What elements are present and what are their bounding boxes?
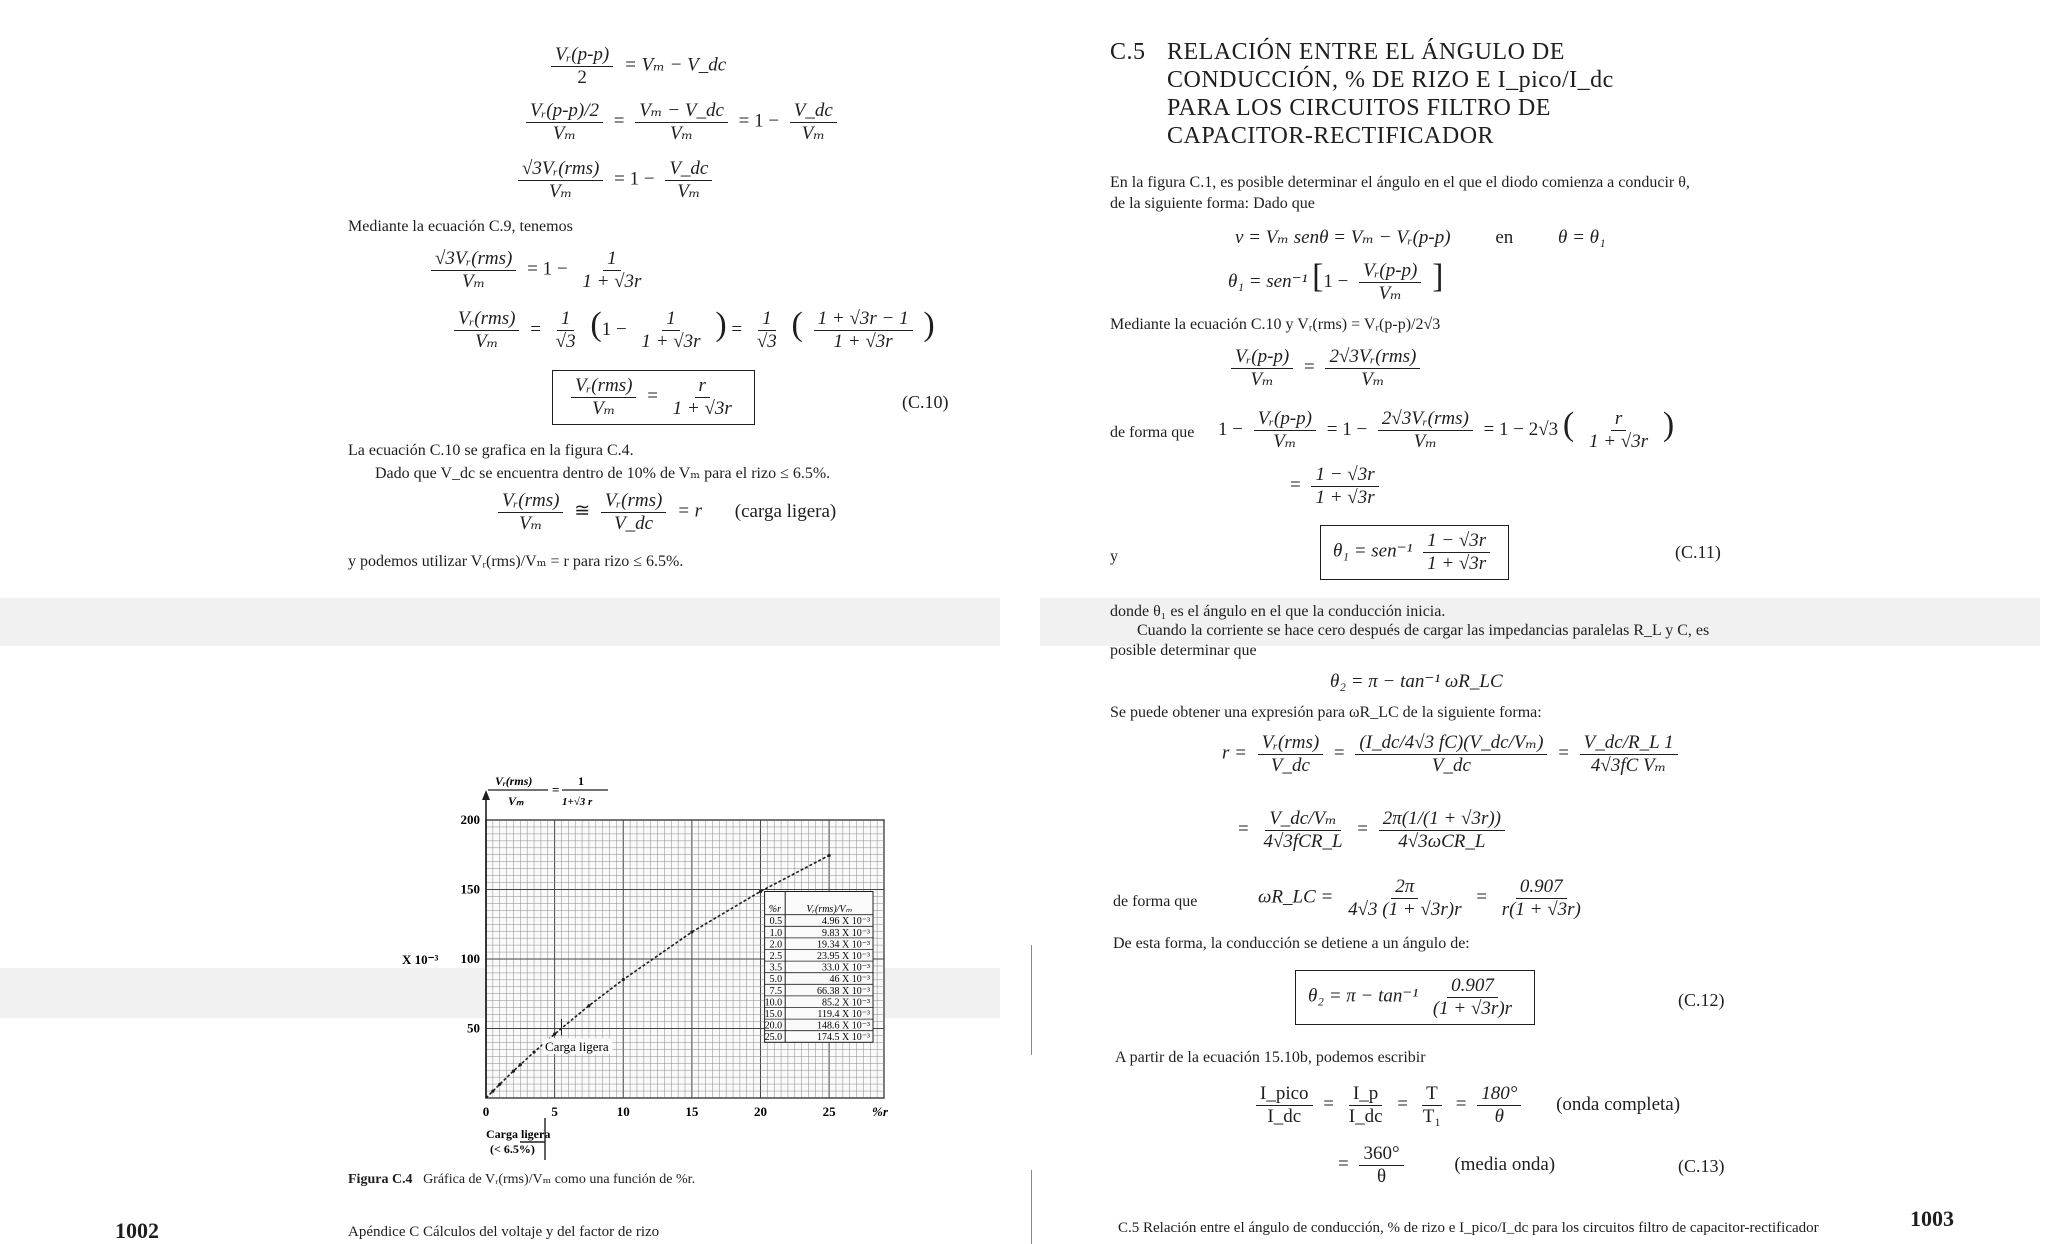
r-eq10-rden: r(1 + √3r)	[1501, 898, 1581, 920]
x-tick-label: 15	[685, 1104, 699, 1119]
table-cell-v: 46 X 10⁻³	[829, 974, 871, 986]
r-eq13-note: (media onda)	[1454, 1153, 1556, 1175]
table-cell-r: 0.5	[769, 916, 783, 928]
figure-caption	[348, 1171, 695, 1188]
eq6-r-num: r	[695, 375, 710, 398]
table-cell-r: 15.0	[764, 1009, 783, 1020]
r-eq12-m1den: I_dc	[1348, 1105, 1383, 1127]
data-point	[690, 930, 693, 933]
svg-text:1+√3 r: 1+√3 r	[562, 796, 593, 808]
annotation-label: Carga ligera	[545, 1039, 609, 1055]
svg-text:1: 1	[578, 774, 584, 788]
section-title	[1167, 38, 1614, 150]
table-header-v: Vᵣ(rms)/Vₘ	[806, 904, 852, 916]
right-eq6-boxed	[1320, 525, 1509, 580]
gutter-line	[1031, 945, 1032, 1055]
table-cell-r: 7.5	[769, 985, 783, 997]
section-title-line4: CAPACITOR-RECTIFICADOR	[1167, 123, 1495, 149]
right-text-deesta: De esta forma, la conducción se detiene a un ángulo de:	[1113, 935, 1470, 952]
eq7-num2: Vᵣ(rms)	[601, 490, 666, 513]
r-eq8-num: Vᵣ(rms)	[1258, 732, 1323, 755]
right-eq4: 1 − $\frac{\text{Vᵣ(p-p)}}{\text{Vₘ}}$ = 1 − $\frac{\text{2√3Vᵣ(rms)}}{\text{Vₘ}}$ = 1 − 2√3 ( $\frac{r}{1 + √3r}$ )	[1218, 406, 1675, 453]
left-eq3: $\frac{\text{√3Vᵣ(rms)}}{\text{Vₘ}}$ = 1 − $\frac{V\_dc}{\text{Vₘ}}$	[512, 158, 718, 203]
r-eq8-rnum: V_dc/R_L 1	[1580, 732, 1678, 755]
r-eq11-num: 0.907	[1447, 975, 1498, 998]
table-cell-v: 23.95 X 10⁻³	[817, 951, 871, 962]
left-eq5: $\frac{\text{Vᵣ(rms)}}{\text{Vₘ}}$ = $\frac{1}{√3}$ (1 − $\frac{1}{1 + √3r}$ ) = $\frac{1}{√3}$ ( $\frac{1 + √3r - 1}{1 + √3r}$ )	[448, 306, 935, 353]
left-eq7: $\frac{\text{Vᵣ(rms)}}{\text{Vₘ}}$ ≅ $\frac{\text{Vᵣ(rms)}}{V\_dc}$ = r (carga ligera)	[492, 490, 836, 535]
x-tick-label: 20	[753, 1104, 767, 1119]
right-eq9: = $\frac{\text{V\_dc/Vₘ}}{\text{4√3fCR\_L}}$ = $\frac{2\pi(1/(1 + √3r))}{\text{4√3ωCR\_L}}$	[1238, 808, 1511, 853]
eq4-r-num: 1	[603, 248, 621, 271]
r-eq5-num: 1 − √3r	[1311, 464, 1378, 487]
y-tick-label: 200	[460, 812, 480, 827]
eq5-num: Vᵣ(rms)	[454, 308, 519, 331]
r-eq9-rden: 4√3ωCR_L	[1398, 830, 1486, 852]
x-tick-label: 5	[551, 1104, 558, 1119]
r-eq2-lhs: θ₁ = sen⁻¹	[1228, 271, 1308, 292]
r-eq13-den: θ	[1376, 1165, 1387, 1187]
table-cell-v: 33.0 X 10⁻³	[822, 962, 871, 974]
right-eq11-boxed	[1295, 970, 1535, 1025]
right-eq12: $\frac{\text{I\_pico}}{I\_dc}$ = $\frac{I\_p}{I\_dc}$ = $\frac{T}{\text{T₁}}$ = $\frac{180^\circ}{\theta}$ (onda completa)	[1250, 1083, 1680, 1128]
data-point	[828, 854, 831, 857]
table-cell-v: 9.83 X 10⁻³	[822, 927, 871, 939]
r-eq4-rden: 1 + √3r	[1588, 431, 1649, 453]
r-eq12-den: I_dc	[1267, 1105, 1302, 1127]
table-cell-v: 85.2 X 10⁻³	[822, 997, 871, 1009]
r-eq8-den: V_dc	[1270, 754, 1310, 776]
right-eq10: ωR_LC = $\frac{2\pi}{4√3 (1 + √3r)r}$ = $\frac{0.907}{r(1 + √3r)}$	[1258, 876, 1591, 921]
right-eq3: $\frac{\text{Vᵣ(p-p)}}{\text{Vₘ}}$ = $\frac{\text{2√3Vᵣ(rms)}}{\text{Vₘ}}$	[1225, 346, 1426, 391]
eq6-den: Vₘ	[592, 397, 616, 419]
r-eq2-den: Vₘ	[1378, 283, 1402, 305]
eq4-r-den: 1 + √3r	[582, 270, 642, 292]
below-axis-sub: (< 6.5%)	[490, 1142, 535, 1156]
table-cell-r: 10.0	[764, 997, 783, 1009]
right-eq1	[1235, 226, 1606, 249]
svg-text:=: =	[552, 782, 560, 797]
r-eq3-rnum: 2√3Vᵣ(rms)	[1325, 346, 1420, 369]
left-text4: y podemos utilizar Vᵣ(rms)/Vₘ = r para rizo ≤ 6.5%.	[348, 553, 684, 570]
section-title-line1: RELACIÓN ENTRE EL ÁNGULO DE	[1167, 39, 1565, 65]
r-eq9-num: V_dc/Vₘ	[1265, 808, 1341, 831]
data-point	[491, 1090, 494, 1093]
r-eq12-note: (onda completa)	[1556, 1093, 1681, 1115]
section-title-line2: CONDUCCIÓN, % DE RIZO E I_pico/I_dc	[1167, 67, 1614, 93]
r-eq8-mnum: (I_dc/4√3 fC)(V_dc/Vₘ)	[1355, 732, 1547, 755]
x-tick-label: 10	[616, 1104, 630, 1119]
eq3-num: √3Vᵣ(rms)	[518, 158, 603, 181]
figure-c4-chart	[390, 770, 910, 1160]
data-point	[532, 1051, 535, 1054]
left-page-number: 1002	[115, 1218, 159, 1243]
r-eq1-main: v = Vₘ senθ = Vₘ − Vᵣ(p-p)	[1235, 227, 1451, 248]
x-tick-label: 25	[822, 1104, 836, 1119]
y-axis-label: X 10⁻³	[402, 952, 439, 967]
eq5-d-den: 1 + √3r	[833, 331, 893, 353]
table-cell-r: 25.0	[764, 1032, 783, 1044]
eq4-den: Vₘ	[462, 270, 486, 292]
eq2-r-num: V_dc	[790, 100, 837, 123]
eq-label-c13: (C.13)	[1678, 1156, 1725, 1176]
table-cell-v: 119.4 X 10⁻³	[817, 1009, 871, 1020]
left-eq2: $\frac{\text{Vᵣ(p-p)/2}}{\text{Vₘ}}$ = $\frac{\text{Vₘ − V\_dc}}{\text{Vₘ}}$ = 1 − $\frac{V\_dc}{\text{Vₘ}}$	[520, 100, 843, 145]
r-eq12-m2num: T	[1422, 1083, 1442, 1106]
eq7-den: Vₘ	[519, 512, 543, 534]
r-eq9-rnum: 2π(1/(1 + √3r))	[1379, 808, 1505, 831]
eq5-a-num: 1	[557, 308, 575, 331]
right-running-head: C.5 Relación entre el ángulo de conducción, % de rizo e I_pico/I_dc para los circuitos filtro de capacitor-rectificador	[1118, 1220, 1819, 1236]
table-cell-r: 2.5	[769, 951, 783, 962]
r-eq4-den: Vₘ	[1273, 431, 1297, 453]
left-text2: La ecuación C.10 se grafica en la figura C.4.	[348, 442, 634, 459]
r-eq3-rden: Vₘ	[1361, 368, 1385, 390]
r-eq5-den: 1 + √3r	[1315, 486, 1375, 508]
table-cell-r: 20.0	[764, 1020, 783, 1032]
table-header-r: %r	[768, 904, 782, 916]
eq7-rhs: = r	[677, 500, 703, 522]
data-point	[553, 1032, 556, 1035]
r-eq12-m3num: 180°	[1477, 1083, 1521, 1106]
right-para1: En la figura C.1, es posible determinar el ángulo en el que el diodo comienza a conducir θ,	[1110, 174, 1690, 191]
data-point	[759, 890, 762, 893]
right-text-deforma: de forma que	[1110, 424, 1195, 441]
figure-caption-label: Figura C.4	[348, 1172, 413, 1187]
eq5-den: Vₘ	[475, 331, 499, 353]
r-eq6-den: 1 + √3r	[1427, 552, 1487, 574]
table-cell-r: 1.0	[769, 927, 783, 939]
right-eq5: = $\frac{1 - √3r}{1 + √3r}$	[1290, 464, 1385, 509]
eq2-num: Vᵣ(p-p)/2	[526, 100, 603, 123]
r-eq4-mden: Vₘ	[1413, 431, 1437, 453]
right-text-donde: donde θ₁ es el ángulo en el que la conducción inicia.	[1110, 603, 1446, 620]
right-eq13: = $\frac{360^\circ}{\theta}$ (media onda)	[1338, 1143, 1556, 1187]
r-eq10-rnum: 0.907	[1516, 876, 1567, 899]
eq6-num: Vᵣ(rms)	[571, 375, 636, 398]
r-eq12-num: I_pico	[1256, 1083, 1313, 1106]
table-cell-r: 2.0	[769, 939, 783, 951]
data-point	[519, 1063, 522, 1066]
eq5-a-den: √3	[555, 331, 576, 353]
y-tick-label: 100	[460, 951, 480, 966]
r-eq2-num: Vᵣ(p-p)	[1359, 260, 1421, 283]
left-eq4: $\frac{\text{√3Vᵣ(rms)}}{\text{Vₘ}}$ = 1 − $\frac{1}{1 + √3r}$	[425, 248, 651, 293]
eq7-note: (carga ligera)	[734, 500, 837, 522]
y-axis-arrow	[482, 790, 490, 800]
figure-caption-text: Gráfica de Vᵣ(rms)/Vₘ como una función de %r.	[423, 1172, 696, 1187]
r-eq12-m3den: θ	[1494, 1105, 1504, 1127]
r-eq6-lhs: θ₁ = sen⁻¹	[1333, 540, 1413, 562]
section-title-line3: PARA LOS CIRCUITOS FILTRO DE	[1167, 95, 1551, 121]
right-page-number: 1003	[1910, 1206, 1954, 1231]
table-cell-v: 174.5 X 10⁻³	[817, 1032, 871, 1044]
table-cell-v: 148.6 X 10⁻³	[817, 1020, 871, 1032]
data-point	[622, 978, 625, 981]
left-eq6-boxed: $\frac{\text{Vᵣ(rms)}}{\text{Vₘ}}$ = $\frac{r}{1 + √3r}$	[552, 370, 755, 425]
eq5-c-den: √3	[756, 331, 777, 353]
right-para1b: de la siguiente forma: Dado que	[1110, 195, 1315, 212]
r-eq4-num: Vᵣ(p-p)	[1254, 408, 1316, 431]
right-text-mediante: Mediante la ecuación C.10 y Vᵣ(rms) = Vᵣ(p-p)/2√3	[1110, 316, 1441, 333]
r-eq12-m2den: T₁	[1422, 1105, 1441, 1127]
eq1-num: Vᵣ(p-p)	[551, 44, 613, 67]
right-eq7: θ₂ = π − tan⁻¹ ωR_LC	[1330, 671, 1503, 692]
left-text1: Mediante la ecuación C.9, tenemos	[348, 218, 573, 235]
eq-label-c10: (C.10)	[902, 392, 949, 412]
right-text-apartir: A partir de la ecuación 15.10b, podemos escribir	[1115, 1049, 1426, 1066]
section-number: C.5	[1110, 39, 1146, 65]
eq7-num: Vᵣ(rms)	[498, 490, 563, 513]
data-point	[498, 1083, 501, 1086]
left-eq1	[545, 44, 726, 89]
eq5-d-num: 1 + √3r − 1	[814, 308, 913, 331]
eq3-r-num: V_dc	[665, 158, 712, 181]
r-eq8-rden: 4√3fC Vₘ	[1590, 754, 1667, 776]
eq-label-c11: (C.11)	[1675, 542, 1721, 562]
right-eq2: θ₁ = sen⁻¹ [1 − $\frac{\text{Vᵣ(p-p)}}{\text{Vₘ}}$ ]	[1228, 258, 1444, 305]
eq1-den: 2	[577, 66, 587, 88]
chart-title-num: Vᵣ(rms)	[495, 774, 533, 788]
x-tick-label: %r	[872, 1104, 888, 1119]
table-cell-v: 19.34 X 10⁻³	[817, 939, 871, 951]
scan-noise-left	[0, 598, 1000, 646]
r-eq10-lhs: ωR_LC =	[1258, 886, 1334, 908]
r-eq10-num: 2π	[1391, 876, 1418, 899]
right-eq8: r = $\frac{\text{Vᵣ(rms)}}{V\_dc}$ = $\frac{\text{(I\_dc/4√3 fC)(V\_dc/Vₘ)}}{V\_dc}$ = $\frac{V\_dc/R\_L 1}{\text{4√3fC Vₘ}}$	[1222, 732, 1684, 777]
r-eq12-m1num: I_p	[1349, 1083, 1382, 1106]
right-text-cuando: Cuando la corriente se hace cero después de cargar las impedancias paralelas R_L y C, es	[1137, 622, 1710, 639]
r-eq6-num: 1 − √3r	[1423, 530, 1490, 553]
r-eq8-mden: V_dc	[1431, 754, 1471, 776]
table-cell-r: 3.5	[769, 962, 783, 974]
eq5-c-num: 1	[758, 308, 776, 331]
eq4-num: √3Vᵣ(rms)	[431, 248, 516, 271]
y-tick-label: 150	[460, 881, 480, 897]
table-cell-v: 66.38 X 10⁻³	[817, 985, 871, 997]
r-eq1-en: en	[1495, 227, 1514, 248]
left-running-head: Apéndice C Cálculos del voltaje y del factor de rizo	[348, 1224, 660, 1240]
eq2-mid-num: Vₘ − V_dc	[635, 100, 728, 123]
left-text3: Dado que V_dc se encuentra dentro de 10% de Vₘ para el rizo ≤ 6.5%.	[375, 465, 831, 482]
x-tick-label: 0	[482, 1104, 490, 1119]
data-point	[587, 1004, 590, 1007]
gutter-line-2	[1031, 1170, 1032, 1244]
eq2-den: Vₘ	[552, 122, 577, 144]
eq3-r-den: Vₘ	[677, 180, 701, 202]
right-text-y: y	[1110, 548, 1118, 565]
chart-title-formula	[488, 774, 608, 808]
r-eq13-num: 360°	[1359, 1143, 1403, 1166]
chart-below-label	[486, 1118, 550, 1160]
r-eq1-cond: θ = θ₁	[1558, 227, 1606, 248]
r-eq3-den: Vₘ	[1250, 368, 1274, 390]
right-text-deforma2: de forma que	[1113, 893, 1198, 910]
eq5-b-den: 1 + √3r	[641, 331, 701, 353]
y-tick-label: 50	[467, 1020, 480, 1036]
eq2-mid-den: Vₘ	[669, 122, 694, 144]
table-cell-v: 4.96 X 10⁻³	[822, 916, 871, 928]
eq1-rhs: = Vₘ − V_dc	[624, 54, 727, 76]
r-eq10-den: 4√3 (1 + √3r)r	[1348, 898, 1462, 920]
eq5-b-num: 1	[662, 308, 680, 331]
eq3-den: Vₘ	[549, 180, 573, 202]
eq2-r-den: Vₘ	[801, 122, 825, 144]
chart-title-den: Vₘ	[508, 794, 524, 808]
r-eq11-lhs: θ₂ = π − tan⁻¹	[1308, 985, 1419, 1007]
right-text-sepuede: Se puede obtener una expresión para ωR_LC de la siguiente forma:	[1110, 704, 1542, 721]
r-eq11-den: (1 + √3r)r	[1432, 997, 1513, 1019]
table-cell-r: 5.0	[769, 974, 783, 986]
chart-table	[765, 892, 873, 1044]
eq-label-c12: (C.12)	[1678, 990, 1725, 1010]
data-point	[512, 1070, 515, 1073]
eq7-den2: V_dc	[614, 512, 654, 534]
below-axis-label: Carga ligera	[486, 1127, 551, 1141]
r-eq3-num: Vᵣ(p-p)	[1231, 346, 1293, 369]
right-text-posible: posible determinar que	[1110, 642, 1257, 659]
r-eq4-mnum: 2√3Vᵣ(rms)	[1378, 408, 1473, 431]
r-eq9-den: 4√3fCR_L	[1263, 830, 1343, 852]
eq6-r-den: 1 + √3r	[672, 397, 732, 419]
r-eq4-rnum: r	[1611, 408, 1626, 431]
